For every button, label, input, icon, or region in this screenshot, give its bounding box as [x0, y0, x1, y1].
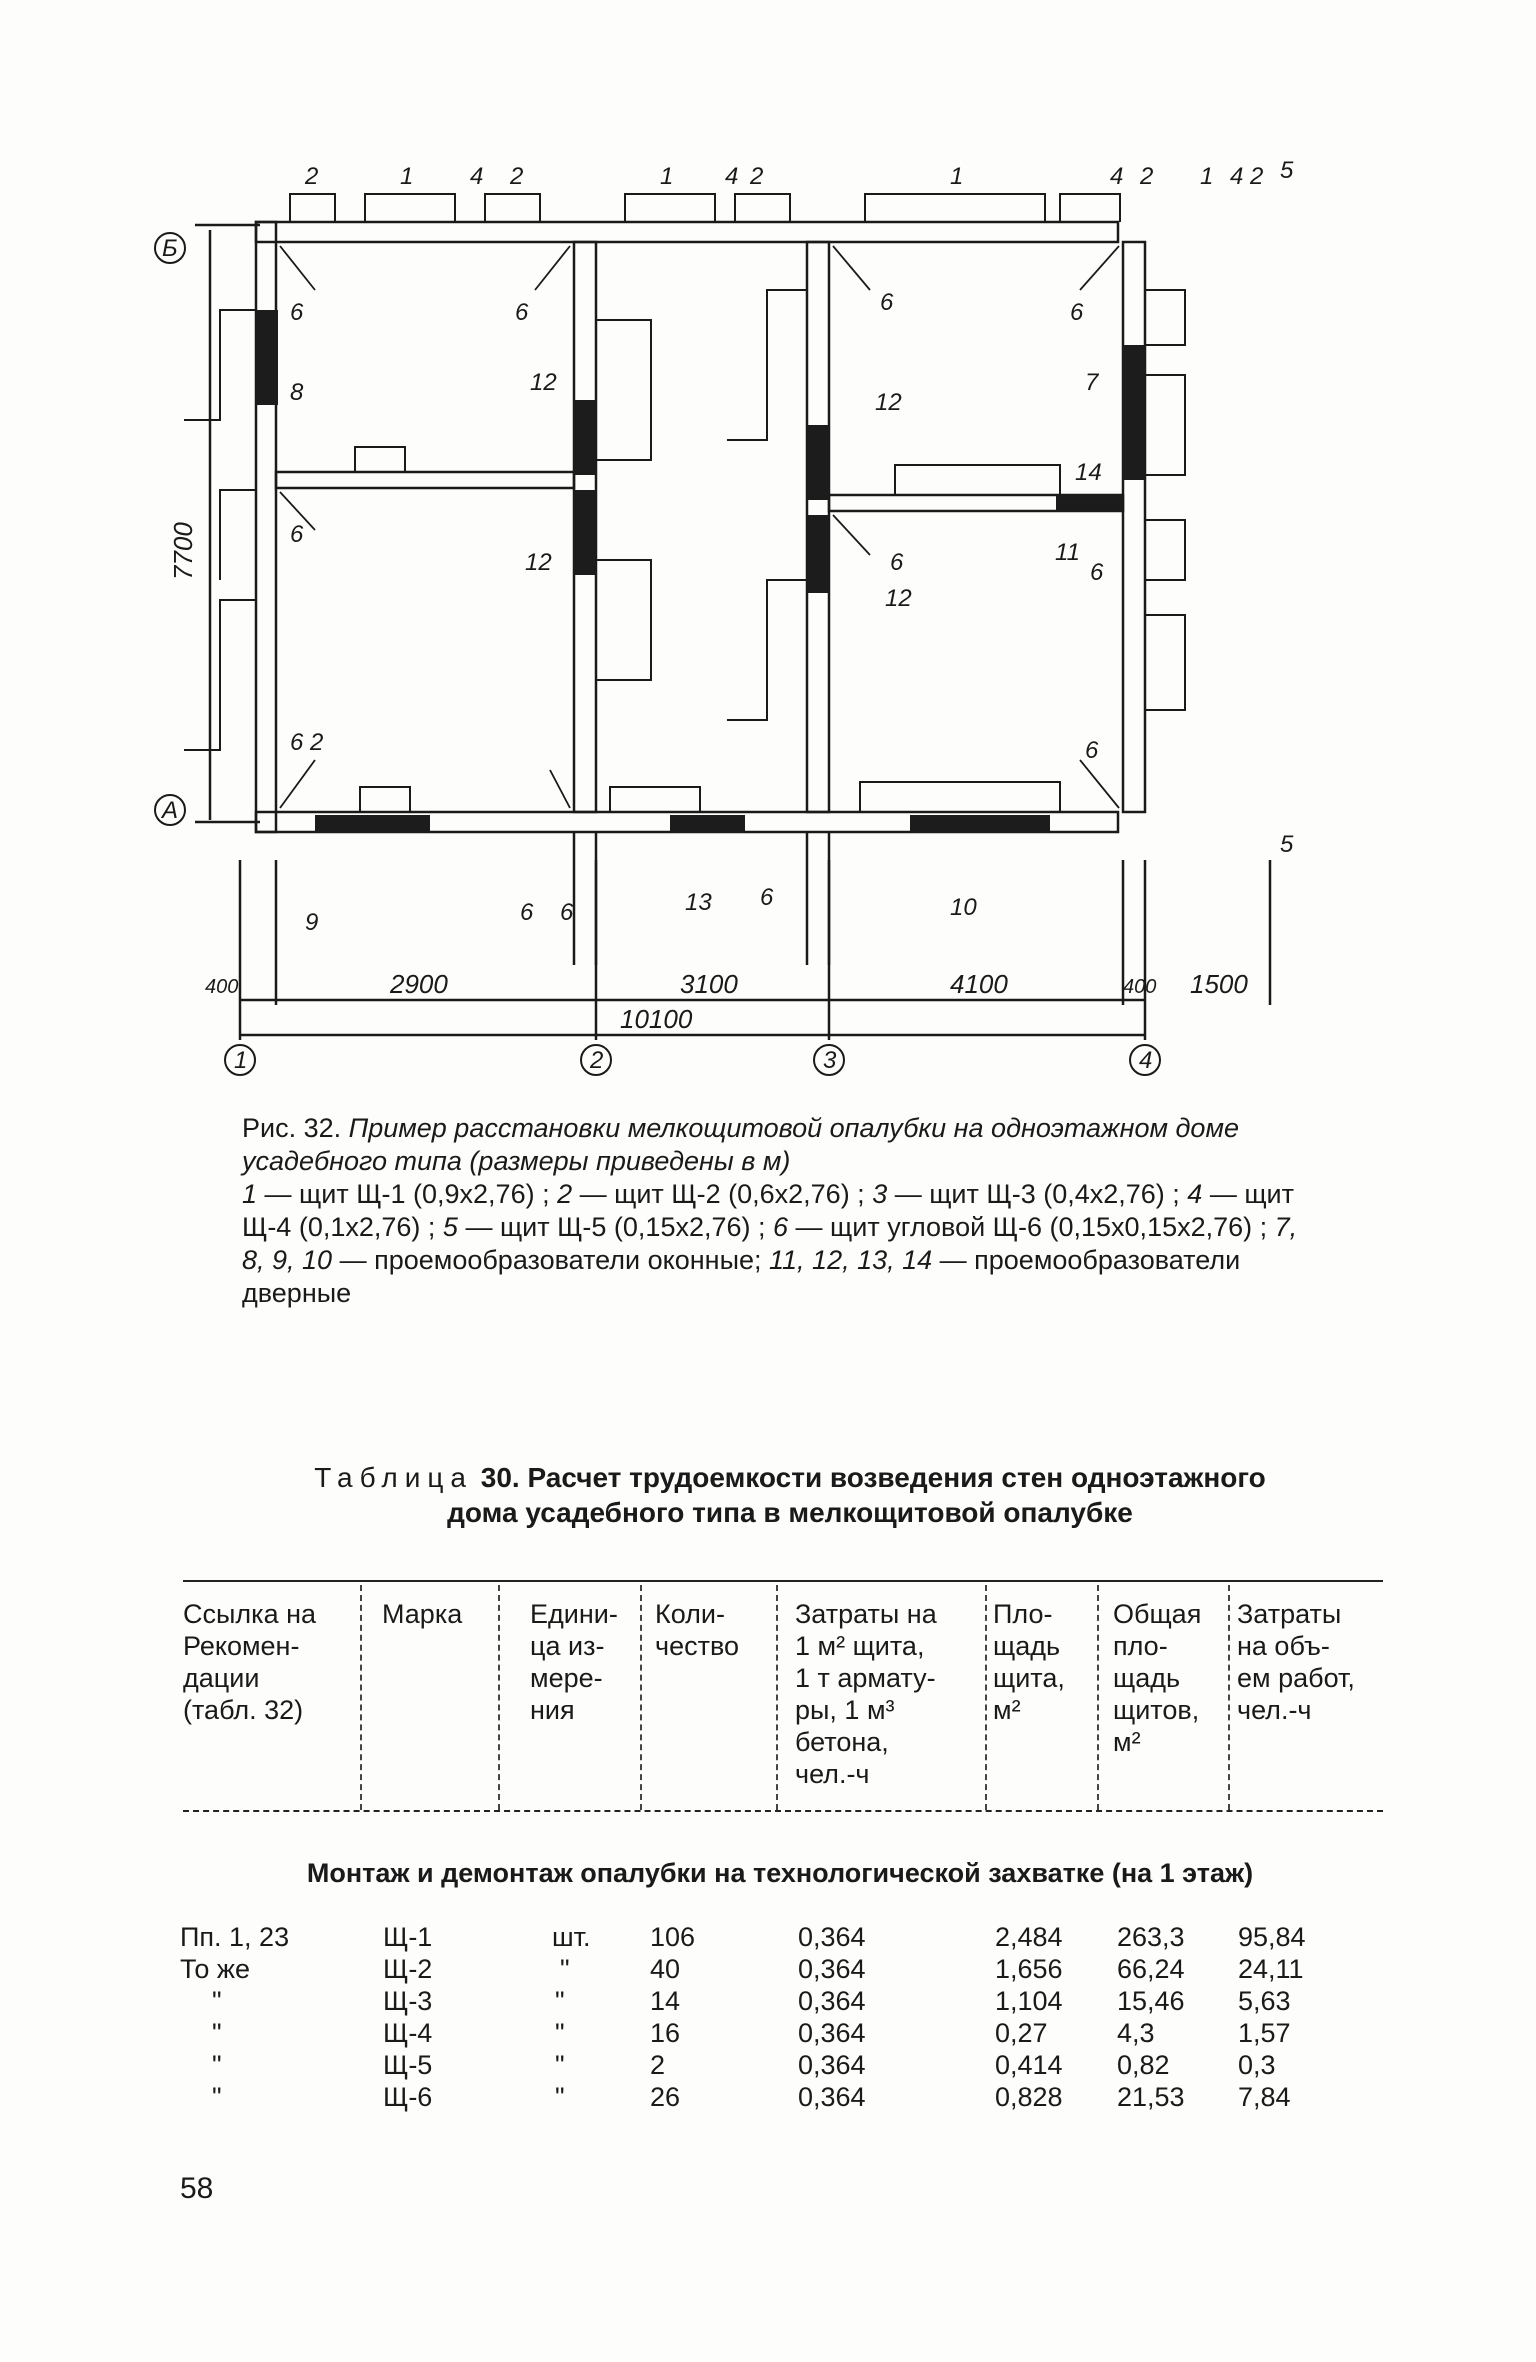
cell-ref: То же — [180, 1954, 250, 1984]
door-former-12-upper — [574, 400, 596, 475]
legend-text: — щит угловой Щ-6 (0,15х0,15х2,76) ; — [788, 1212, 1275, 1242]
callout-label: 12 — [530, 369, 557, 396]
top-label: 4 — [470, 163, 484, 190]
callout-label: 6 — [880, 289, 894, 316]
col-header-cost: Затраты на 1 м² щита, 1 т армату- ры, 1 м³ бетона, чел.-ч — [795, 1599, 937, 1789]
callout-label: 5 — [1280, 831, 1294, 858]
cell-area: 1,656 — [995, 1954, 1063, 1984]
legend-text: — проемообразователи дверные — [242, 1245, 1241, 1308]
callout-label: 6 — [515, 299, 529, 326]
top-label: 1 — [950, 163, 964, 190]
col-sep — [985, 1585, 987, 1810]
cell-mark: Щ-2 — [383, 1954, 433, 1984]
cell-mark: Щ-1 — [383, 1922, 433, 1952]
cell-mark: Щ-3 — [383, 1986, 433, 2016]
cell-mark: Щ-6 — [383, 2082, 433, 2112]
col-header-ref: Ссылка на Рекомен- дации (табл. 32) — [183, 1599, 317, 1725]
legend-text: — щит Щ-2 (0,6х2,76) ; — [572, 1179, 873, 1209]
wall-internal-left — [276, 472, 574, 488]
caption-label: Рис. 32. — [242, 1113, 342, 1143]
dim-vertical: 7700 — [168, 522, 198, 580]
cell-unit: " — [555, 2082, 565, 2112]
door-former-14 — [1056, 495, 1123, 511]
door-former-12-lower — [574, 490, 596, 575]
legend-text: — щит Щ-5 (0,15х2,76) ; — [457, 1212, 774, 1242]
cell-unit: " — [555, 2050, 565, 2080]
door-former-13 — [670, 815, 745, 833]
cell-unit: шт. — [552, 1922, 591, 1952]
callout-label: 6 — [290, 521, 304, 548]
page-number: 58 — [180, 2172, 214, 2205]
cell-ref: " — [212, 2082, 222, 2112]
top-label: 2 — [305, 163, 319, 190]
col-sep — [360, 1585, 362, 1810]
table-row — [0, 2050, 1536, 2082]
table-title-word: Таблица — [314, 1462, 473, 1493]
cell-unit: " — [560, 1954, 570, 1984]
col-sep — [1228, 1585, 1230, 1810]
col-sep — [776, 1585, 778, 1810]
window-former-10 — [910, 815, 1050, 833]
cell-area: 0,414 — [995, 2050, 1063, 2080]
legend-num: 7, 8, 9, 10 — [242, 1212, 1298, 1275]
table-title-text: 30. Расчет трудоемкости возведения стен одноэтажного дома усадебного типа в мелкощитовой опалубке — [447, 1462, 1266, 1528]
cell-area: 1,104 — [995, 1986, 1063, 2016]
dim-400b: 400 — [1123, 976, 1157, 998]
table-top-rule — [183, 1580, 1383, 1582]
cell-cost: 0,364 — [798, 2018, 866, 2048]
cell-unit: " — [555, 2018, 565, 2048]
top-label: 1 — [1200, 163, 1214, 190]
callout-label: 6 — [520, 899, 534, 926]
dim-3100: 3100 — [680, 969, 738, 999]
axis-1-label: 1 — [234, 1047, 248, 1074]
cell-cost: 0,364 — [798, 1922, 866, 1952]
col-header-unit: Едини- ца из- мере- ния — [530, 1599, 618, 1725]
callout-label: 12 — [885, 585, 912, 612]
dim-400a: 400 — [205, 976, 239, 998]
legend-num: 5 — [442, 1212, 458, 1242]
cell-qty: 26 — [650, 2082, 681, 2112]
callout-labels — [290, 157, 1294, 936]
col-sep — [640, 1585, 642, 1810]
cell-total: 15,46 — [1117, 1986, 1185, 2016]
cell-ref: " — [212, 2018, 222, 2048]
callout-label: 6 — [290, 729, 304, 756]
window-former-7 — [1123, 345, 1145, 480]
axis-3-label: 3 — [823, 1047, 837, 1074]
cell-total: 66,24 — [1117, 1954, 1185, 1984]
wall-axis-4 — [1123, 242, 1145, 812]
col-header-total: Общая пло- щадь щитов, м² — [1113, 1599, 1202, 1757]
dim-total: 10100 — [620, 1004, 693, 1034]
cell-cost: 0,364 — [798, 2050, 866, 2080]
callout-label: 11 — [1055, 539, 1080, 566]
col-header-area: Пло- щадь щита, м² — [993, 1599, 1065, 1725]
caption-title: Пример расстановки мелкощитовой опалубки на одноэтажном доме усадебного типа (размеры приведены в м) — [242, 1113, 1239, 1176]
callout-label: 6 — [1090, 559, 1104, 586]
cell-total: 21,53 — [1117, 2082, 1185, 2112]
legend-text: — проемообразователи оконные; — [332, 1245, 770, 1275]
callout-label: 10 — [950, 894, 977, 921]
col-sep — [498, 1585, 500, 1810]
top-label: 2 — [750, 163, 764, 190]
table-title — [300, 1460, 1280, 1530]
callout-label: 7 — [1085, 369, 1099, 396]
callout-label: 14 — [1075, 459, 1102, 486]
wall-b — [256, 222, 1118, 242]
cell-area: 2,484 — [995, 1922, 1063, 1952]
legend-num: 1 — [242, 1179, 258, 1209]
table-section-heading: Монтаж и демонтаж опалубки на технологической захватке (на 1 этаж) — [306, 1858, 1254, 1888]
door-former-12-mid — [807, 425, 829, 500]
top-label: 2 — [510, 163, 524, 190]
cell-total: 4,3 — [1117, 2018, 1155, 2048]
col-header-labor: Затраты на объ- ем работ, чел.-ч — [1237, 1599, 1355, 1725]
cell-qty: 106 — [650, 1922, 696, 1952]
top-label: 1 — [660, 163, 674, 190]
table-row — [0, 2082, 1536, 2114]
cell-labor: 1,57 — [1238, 2018, 1291, 2048]
cell-unit: " — [555, 1986, 565, 2016]
dim-4100: 4100 — [950, 969, 1008, 999]
cell-qty: 40 — [650, 1954, 681, 1984]
cell-labor: 5,63 — [1238, 1986, 1291, 2016]
cell-qty: 2 — [650, 2050, 666, 2080]
col-sep — [1097, 1585, 1099, 1810]
table-row — [0, 1954, 1536, 1986]
figure-caption — [242, 1112, 1312, 1310]
panel-number-labels — [304, 163, 1263, 190]
dim-2900: 2900 — [390, 969, 448, 999]
callout-label: 6 — [1085, 737, 1099, 764]
cell-cost: 0,364 — [798, 2082, 866, 2112]
table-header-rule — [183, 1810, 1383, 1812]
cell-ref: " — [212, 2050, 222, 2080]
house-plan-drawing — [162, 157, 1380, 1120]
col-header-qty: Коли- чество — [655, 1599, 740, 1661]
cell-cost: 0,364 — [798, 1954, 866, 1984]
callout-label: 6 — [560, 899, 574, 926]
cell-labor: 0,3 — [1238, 2050, 1276, 2080]
callout-label: 6 — [890, 549, 904, 576]
legend-text: — щит Щ-4 (0,1х2,76) ; — [242, 1179, 1294, 1242]
cell-ref: " — [212, 1986, 222, 2016]
callout-label: 9 — [305, 909, 319, 936]
cell-qty: 16 — [650, 2018, 681, 2048]
cell-total: 263,3 — [1117, 1922, 1185, 1952]
cell-qty: 14 — [650, 1986, 681, 2016]
cell-area: 0,27 — [995, 2018, 1048, 2048]
table-row — [0, 2018, 1536, 2050]
window-former-8 — [256, 310, 278, 405]
top-label: 2 — [1250, 163, 1264, 190]
callout-label: 6 — [1070, 299, 1084, 326]
callout-label: 13 — [685, 889, 712, 916]
col-header-mark: Марка — [382, 1599, 463, 1629]
cell-area: 0,828 — [995, 2082, 1063, 2112]
callout-label: 12 — [525, 549, 552, 576]
top-label: 4 — [1230, 163, 1244, 190]
window-former-9 — [315, 815, 430, 833]
legend-text: — щит Щ-3 (0,4х2,76) ; — [887, 1179, 1188, 1209]
axis-a-label: A — [162, 797, 179, 824]
top-label: 4 — [725, 163, 739, 190]
cell-mark: Щ-5 — [383, 2050, 433, 2080]
legend-num: 6 — [773, 1212, 789, 1242]
callout-label: 6 — [760, 884, 774, 911]
callout-label: 6 — [290, 299, 304, 326]
callout-label: 12 — [875, 389, 902, 416]
door-former-12-low — [807, 515, 829, 593]
axis-b-label: Б — [162, 235, 178, 262]
dim-1500: 1500 — [1190, 969, 1248, 999]
legend-text: — щит Щ-1 (0,9х2,76) ; — [257, 1179, 558, 1209]
top-label: 4 — [1110, 163, 1124, 190]
cell-labor: 7,84 — [1238, 2082, 1291, 2112]
axis-2-label: 2 — [590, 1047, 604, 1074]
callout-label: 2 — [310, 729, 324, 756]
cell-labor: 95,84 — [1238, 1922, 1306, 1952]
cell-ref: Пп. 1, 23 — [180, 1922, 290, 1952]
callout-label: 8 — [290, 379, 304, 406]
axis-4-label: 4 — [1139, 1047, 1153, 1074]
table-row — [0, 1922, 1536, 1954]
cell-total: 0,82 — [1117, 2050, 1170, 2080]
legend-num: 3 — [872, 1179, 888, 1209]
legend-num: 11, 12, 13, 14 — [769, 1245, 933, 1275]
cell-labor: 24,11 — [1238, 1954, 1304, 1984]
callout-label: 5 — [1280, 157, 1294, 184]
top-label: 1 — [400, 163, 414, 190]
legend-num: 4 — [1187, 1179, 1203, 1209]
legend-num: 2 — [557, 1179, 573, 1209]
cell-mark: Щ-4 — [383, 2018, 433, 2048]
top-label: 2 — [1140, 163, 1154, 190]
cell-cost: 0,364 — [798, 1986, 866, 2016]
table-row — [0, 1986, 1536, 2018]
